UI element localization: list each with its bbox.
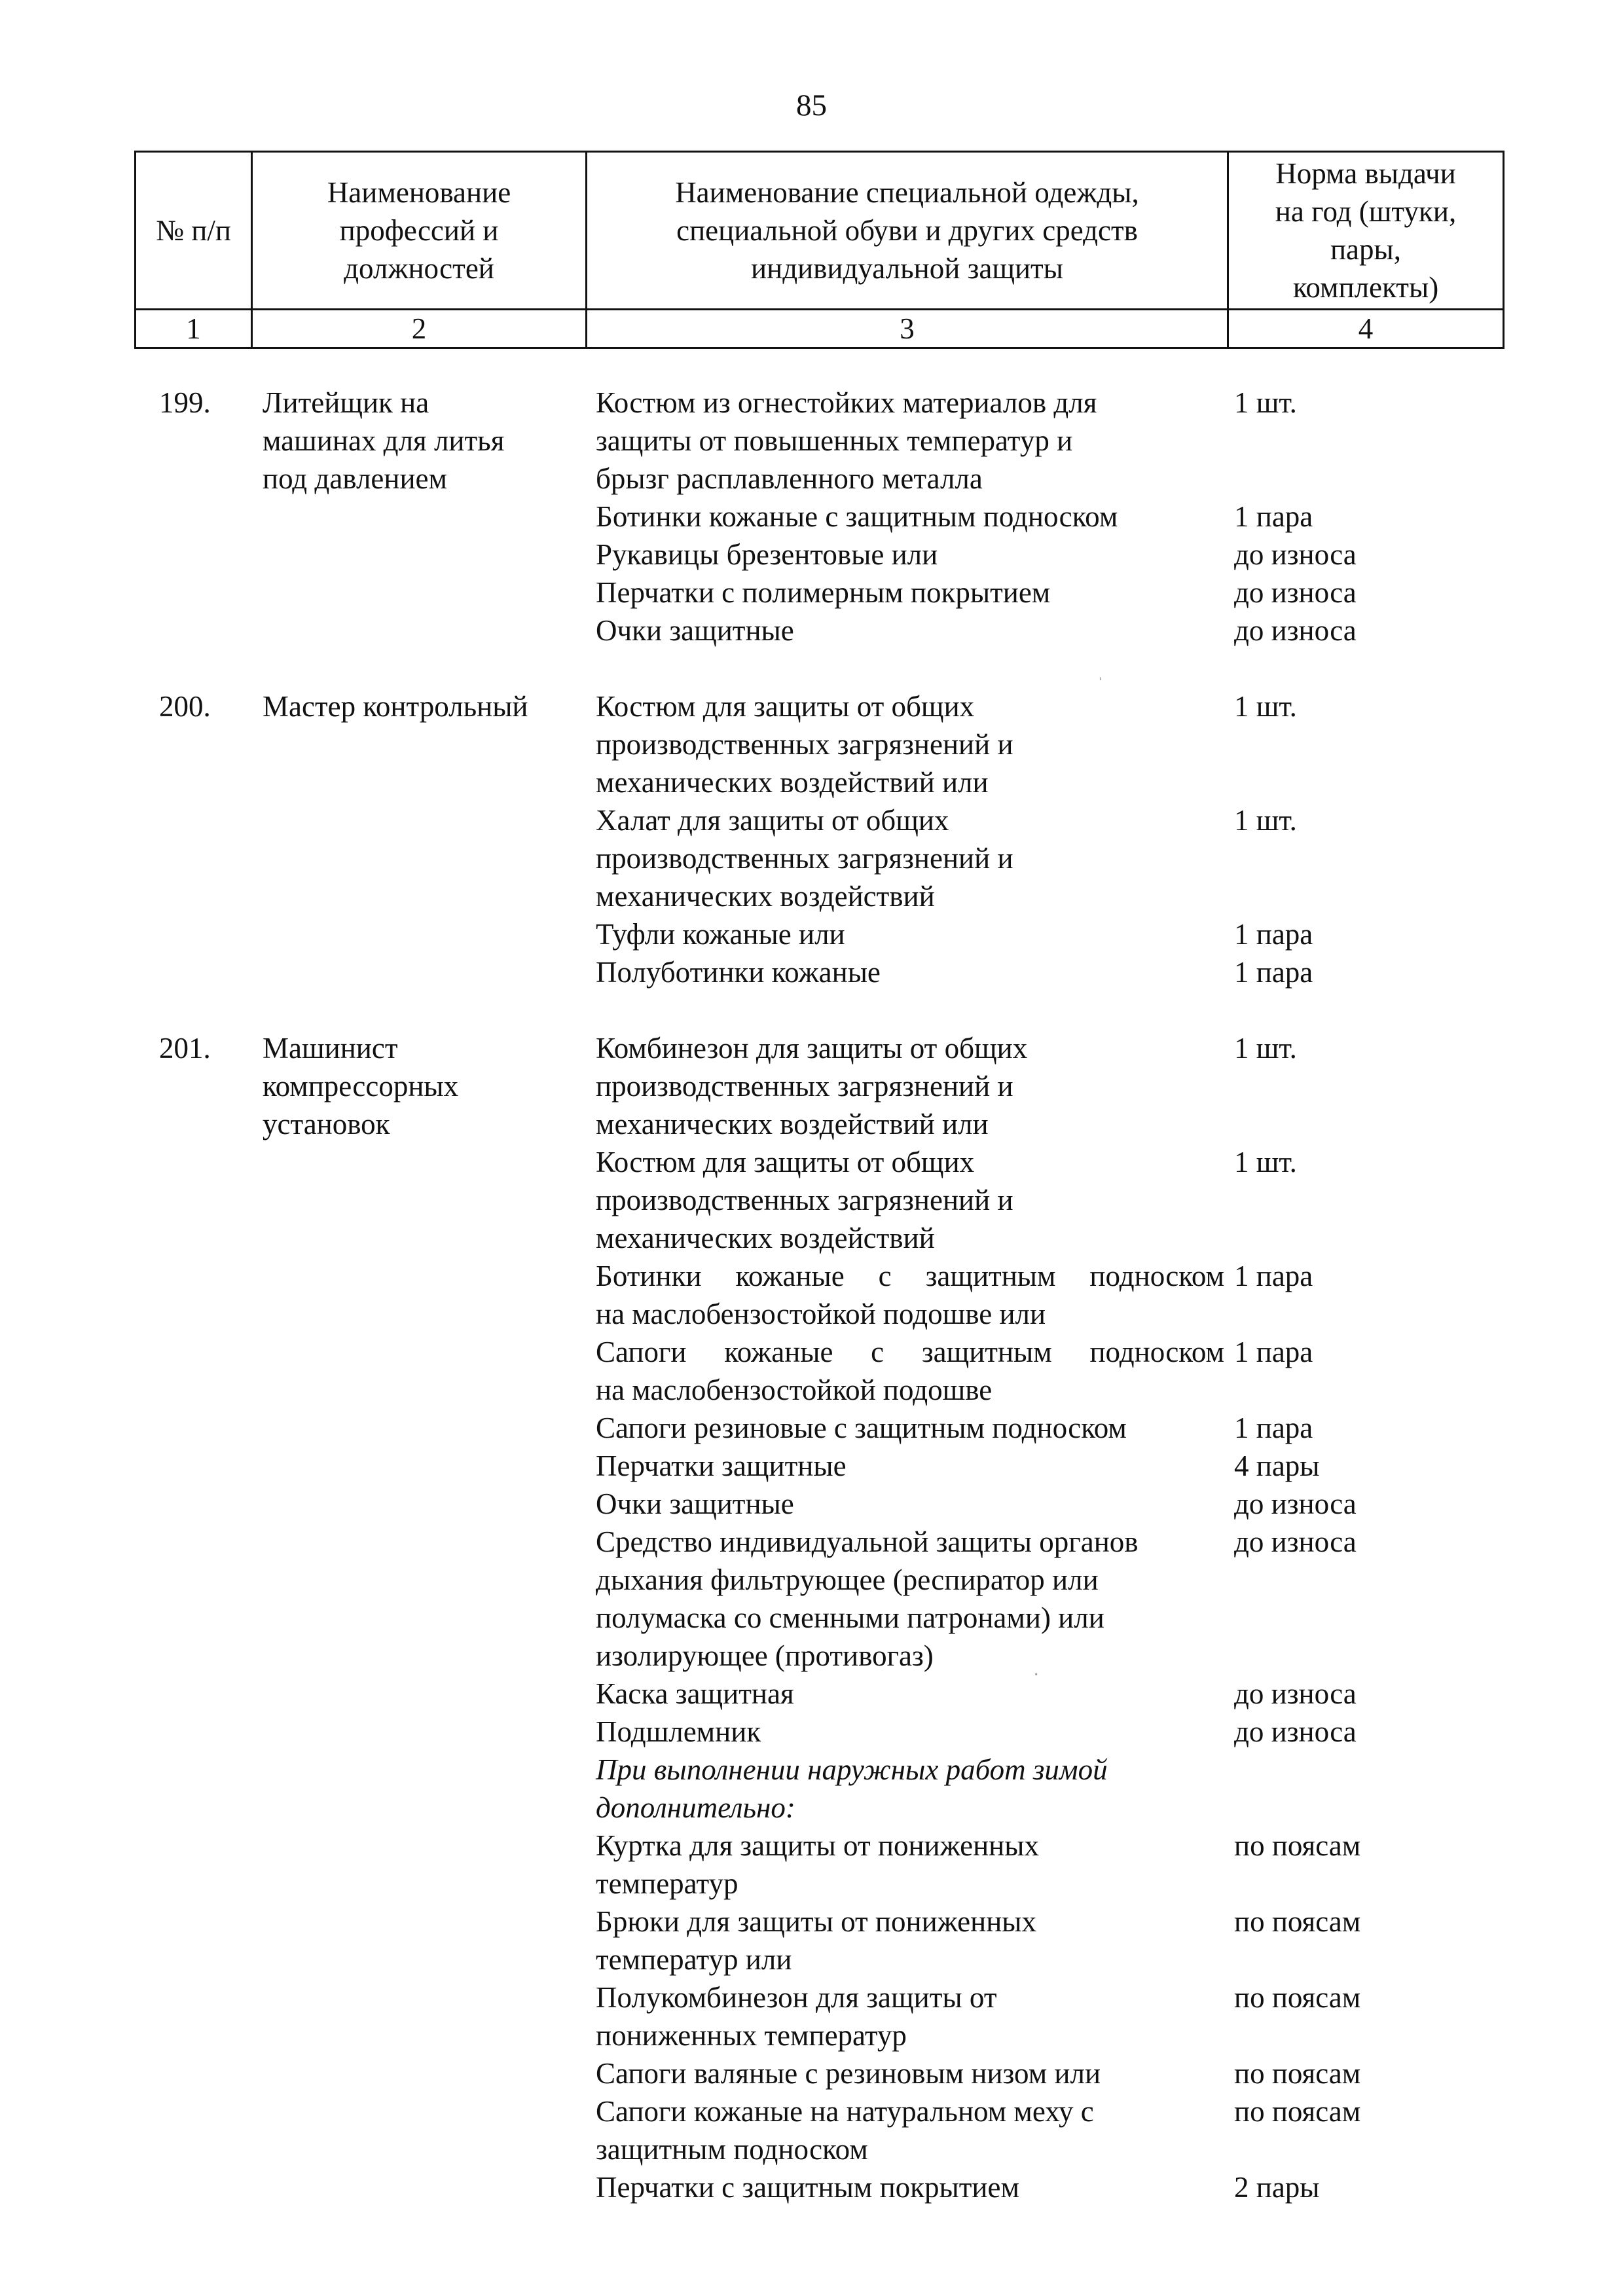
equipment-item — [596, 611, 1390, 649]
table-header — [134, 151, 1504, 349]
equipment-name — [596, 1447, 1224, 1485]
equipment-line: Ботинки кожаные с защитным подноском — [596, 500, 1118, 533]
profession-line: Мастер контрольный — [263, 690, 528, 723]
equipment-line: производственных загрязнений и — [596, 728, 1013, 761]
equipment-list — [596, 687, 1390, 991]
profession-line: машинах для литья — [263, 424, 505, 457]
equipment-item — [596, 1029, 1390, 1143]
equipment-line: Сапоги резиновые с защитным подноском — [596, 1412, 1127, 1444]
equipment-line: Костюм из огнестойких материалов для — [596, 386, 1097, 419]
equipment-name — [596, 574, 1224, 611]
equipment-line: дыхания фильтрующее (респиратор или — [596, 1563, 1099, 1596]
issue-norm: до износа — [1234, 1525, 1357, 1558]
equipment-list — [596, 1029, 1390, 2206]
equipment-line: Очки защитные — [596, 1487, 794, 1520]
entry-profession — [263, 1029, 570, 1143]
equipment-line: температур — [596, 1867, 739, 1900]
issue-norm: по поясам — [1234, 1981, 1361, 2014]
scan-speck: ˌ — [1097, 661, 1104, 681]
equipment-line: Средство индивидуальной защиты органов — [596, 1525, 1139, 1558]
issue-norm: 4 пары — [1234, 1449, 1320, 1482]
equipment-name — [596, 1029, 1224, 1143]
issue-norm: до износа — [1234, 538, 1357, 571]
issue-norm: 1 пара — [1234, 1412, 1313, 1444]
header-col-index-3: 3 — [587, 310, 1228, 348]
equipment-name — [596, 1257, 1224, 1333]
profession-line: Литейщик на — [263, 386, 429, 419]
equipment-item — [596, 2054, 1390, 2092]
equipment-name — [596, 611, 1224, 649]
entry-profession — [263, 687, 570, 725]
equipment-item — [596, 1978, 1390, 2054]
header-col-index-1: 1 — [136, 310, 252, 348]
scan-speck: · — [1033, 1665, 1040, 1685]
issue-norm: до износа — [1234, 1677, 1357, 1710]
equipment-item — [596, 1903, 1390, 1978]
issue-norm: 2 пары — [1234, 2171, 1320, 2204]
equipment-item — [596, 953, 1390, 991]
entries-list — [159, 384, 1390, 2244]
equipment-name — [596, 1523, 1224, 1675]
issue-norm: 1 пара — [1234, 500, 1313, 533]
equipment-name — [596, 1409, 1224, 1447]
equipment-line: механических воздействий или — [596, 1108, 989, 1140]
header-col-equipment: Наименование специальной одежды, специальной обуви и других средств индивидуальной защиты — [587, 152, 1228, 310]
issue-norm: 1 пара — [1234, 1260, 1313, 1292]
issue-norm: по поясам — [1234, 1829, 1361, 1862]
equipment-name — [596, 1675, 1224, 1713]
equipment-line: Сапоги кожаные на натуральном меху с — [596, 2095, 1094, 2128]
equipment-item — [596, 384, 1390, 498]
equipment-line: механических воздействий — [596, 1222, 935, 1254]
issue-norm: до износа — [1234, 614, 1357, 647]
equipment-line: на маслобензостойкой подошве — [596, 1374, 993, 1406]
equipment-note — [596, 1751, 1390, 1827]
equipment-name — [596, 801, 1224, 915]
equipment-item — [596, 1143, 1390, 1257]
header-col-profession: Наименование профессий и должностей — [252, 152, 587, 310]
equipment-line: Подшлемник — [596, 1715, 761, 1748]
equipment-line: производственных загрязнений и — [596, 1070, 1013, 1102]
equipment-item — [596, 1523, 1390, 1675]
profession-line: установок — [263, 1108, 390, 1140]
equipment-name — [596, 1485, 1224, 1523]
equipment-name — [596, 1751, 1224, 1827]
entry-profession — [263, 384, 570, 498]
equipment-line: защиты от повышенных температур и — [596, 424, 1073, 457]
equipment-name — [596, 2092, 1224, 2168]
entry-number: 199. — [159, 386, 211, 419]
equipment-name — [596, 1827, 1224, 1903]
issue-norm: 1 пара — [1234, 956, 1313, 989]
equipment-name — [596, 384, 1224, 498]
entry-199 — [159, 384, 1390, 649]
equipment-line: Костюм для защиты от общих — [596, 1146, 975, 1178]
equipment-item — [596, 1257, 1390, 1333]
equipment-line: Сапоги кожаные с защитным подноском — [596, 1336, 1224, 1368]
equipment-line: на маслобензостойкой подошве или — [596, 1298, 1046, 1330]
equipment-name — [596, 498, 1224, 536]
issue-norm: 1 шт. — [1234, 1032, 1297, 1065]
equipment-line: Брюки для защиты от пониженных — [596, 1905, 1037, 1938]
equipment-line: Очки защитные — [596, 614, 794, 647]
equipment-item — [596, 1827, 1390, 1903]
equipment-item — [596, 2168, 1390, 2206]
equipment-line: защитным подноском — [596, 2133, 868, 2166]
issue-norm: 1 шт. — [1234, 386, 1297, 419]
equipment-item — [596, 536, 1390, 574]
issue-norm: 1 шт. — [1234, 690, 1297, 723]
equipment-item — [596, 574, 1390, 611]
equipment-line: Сапоги валяные с резиновым низом или — [596, 2057, 1101, 2090]
issue-norm: по поясам — [1234, 2057, 1361, 2090]
equipment-line: Ботинки кожаные с защитным подноском — [596, 1260, 1224, 1292]
equipment-line: Рукавицы брезентовые или — [596, 538, 938, 571]
issue-norm: 1 пара — [1234, 1336, 1313, 1368]
header-col-norm: Норма выдачи на год (штуки, пары, комплекты) — [1228, 152, 1504, 310]
equipment-line: дополнительно: — [596, 1791, 795, 1824]
header-col-number: № п/п — [136, 152, 252, 310]
equipment-name — [596, 1143, 1224, 1257]
equipment-line: Перчатки с защитным покрытием — [596, 2171, 1019, 2204]
equipment-line: производственных загрязнений и — [596, 842, 1013, 875]
entry-200 — [159, 687, 1390, 991]
profession-line: компрессорных — [263, 1070, 459, 1102]
entry-201 — [159, 1029, 1390, 2206]
header-col-index-4: 4 — [1228, 310, 1504, 348]
issue-norm: до износа — [1234, 576, 1357, 609]
equipment-item — [596, 687, 1390, 801]
equipment-line: Комбинезон для защиты от общих — [596, 1032, 1028, 1065]
equipment-name — [596, 1333, 1224, 1409]
equipment-name — [596, 1713, 1224, 1751]
equipment-name — [596, 953, 1224, 991]
equipment-line: изолирующее (противогаз) — [596, 1639, 934, 1672]
equipment-name — [596, 687, 1224, 801]
equipment-line: производственных загрязнений и — [596, 1184, 1013, 1216]
equipment-item — [596, 2092, 1390, 2168]
page-number: 85 — [796, 88, 827, 122]
equipment-line: Полукомбинезон для защиты от — [596, 1981, 997, 2014]
profession-line: под давлением — [263, 462, 447, 495]
equipment-name — [596, 915, 1224, 953]
equipment-line: механических воздействий — [596, 880, 935, 913]
issue-norm: по поясам — [1234, 2095, 1361, 2128]
equipment-line: полумаска со сменными патронами) или — [596, 1601, 1104, 1634]
issue-norm: 1 пара — [1234, 918, 1313, 951]
equipment-name — [596, 536, 1224, 574]
equipment-line: Костюм для защиты от общих — [596, 690, 975, 723]
entry-number: 200. — [159, 690, 211, 723]
issue-norm: до износа — [1234, 1487, 1357, 1520]
equipment-line: Полуботинки кожаные — [596, 956, 881, 989]
equipment-line: Куртка для защиты от пониженных — [596, 1829, 1039, 1862]
equipment-name — [596, 2168, 1224, 2206]
equipment-line: Перчатки с полимерным покрытием — [596, 576, 1051, 609]
equipment-name — [596, 2054, 1224, 2092]
equipment-item — [596, 1485, 1390, 1523]
equipment-line: температур или — [596, 1943, 792, 1976]
equipment-item — [596, 498, 1390, 536]
entry-number: 201. — [159, 1032, 211, 1065]
issue-norm: по поясам — [1234, 1905, 1361, 1938]
header-col-index-2: 2 — [252, 310, 587, 348]
issue-norm: до износа — [1234, 1715, 1357, 1748]
equipment-item — [596, 1713, 1390, 1751]
issue-norm: 1 шт. — [1234, 804, 1297, 837]
equipment-item — [596, 915, 1390, 953]
equipment-item — [596, 801, 1390, 915]
issue-norm: 1 шт. — [1234, 1146, 1297, 1178]
equipment-item — [596, 1333, 1390, 1409]
equipment-item — [596, 1675, 1390, 1713]
equipment-list — [596, 384, 1390, 649]
equipment-line: брызг расплавленного металла — [596, 462, 983, 495]
equipment-line: Перчатки защитные — [596, 1449, 847, 1482]
equipment-line: При выполнении наружных работ зимой — [596, 1753, 1108, 1786]
equipment-item — [596, 1409, 1390, 1447]
equipment-name — [596, 1903, 1224, 1978]
equipment-line: Халат для защиты от общих — [596, 804, 949, 837]
equipment-line: механических воздействий или — [596, 766, 989, 799]
equipment-item — [596, 1447, 1390, 1485]
equipment-line: Каска защитная — [596, 1677, 794, 1710]
equipment-line: пониженных температур — [596, 2019, 907, 2052]
profession-line: Машинист — [263, 1032, 398, 1065]
equipment-line: Туфли кожаные или — [596, 918, 845, 951]
equipment-name — [596, 1978, 1224, 2054]
